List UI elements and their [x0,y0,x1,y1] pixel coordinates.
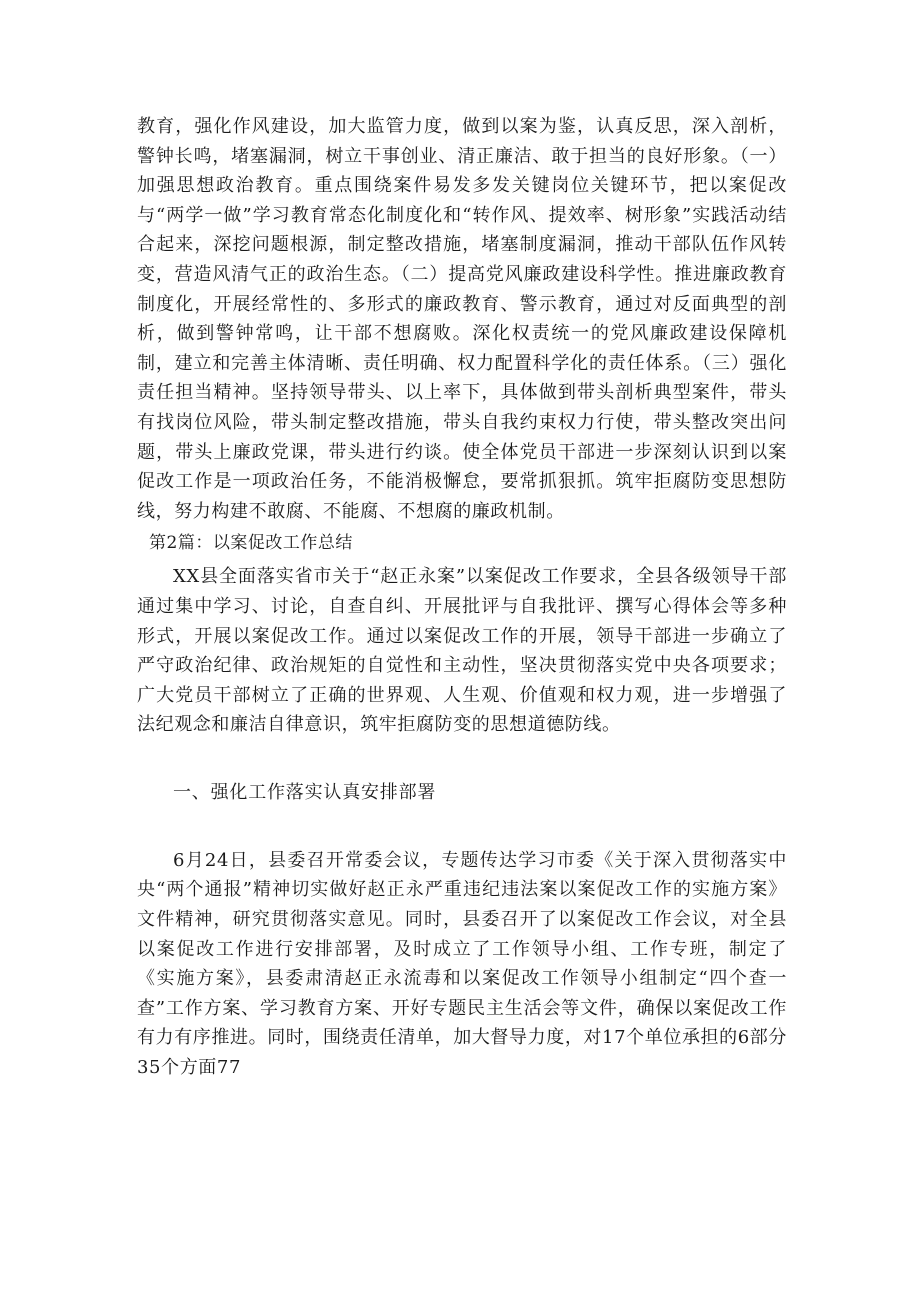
body-paragraph: 教育，强化作风建设，加大监管力度，做到以案为鉴，认真反思，深入剖析，警钟长鸣，堵塞漏洞，树立干事创业、清正廉洁、敢于担当的良好形象。（一）加强思想政治教育。重点围绕案件易发多发关键岗位关键环节，把以案促改与“两学一做”学习教育常态化制度化和“转作风、提效率、树形象”实践活动结合起来，深挖问题根源，制定整改措施，堵塞制度漏洞，推动干部队伍作风转变，营造风清气正的政治生态。（二）提高党风廉政建设科学性。推进廉政教育制度化，开展经常性的、多形式的廉政教育、警示教育，通过对反面典型的剖析，做到警钟常鸣，让干部不想腐败。深化权责统一的党风廉政建设保障机制，建立和完善主体清晰、责任明确、权力配置科学化的责任体系。（三）强化责任担当精神。坚持领导带头、以上率下，具体做到带头剖析典型案件，带头有找岗位风险，带头制定整改措施，带头自我约束权力行使，带头整改突出问题，带头上廉政党课，带头进行约谈。使全体党员干部进一步深刻认识到以案促改工作是一项政治任务，不能消极懈怠，要常抓狠抓。筑牢拒腐防变思想防线，努力构建不敢腐、不能腐、不想腐的廉政机制。 [137,116,787,522]
document-body [137,112,787,1083]
article-title: 第2篇：以案促改工作总结 [149,533,353,554]
section-heading: 一、强化工作落实认真安排部署 [173,781,437,803]
body-paragraph: XX县全面落实省市关于“赵正永案”以案促改工作要求，全县各级领导干部通过集中学习、讨论，自查自纠、开展批评与自我批评、撰写心得体会等多种形式，开展以案促改工作。通过以案促改工作的开展，领导干部进一步确立了严守政治纪律、政治规矩的自觉性和主动性，坚决贯彻落实党中央各项要求；广大党员干部树立了正确的世界观、人生观、价值观和权力观，进一步增强了法纪观念和廉洁自律意识，筑牢拒腐防变的思想道德防线。 [137,566,787,736]
body-paragraph: 6月24日，县委召开常委会议，专题传达学习市委《关于深入贯彻落实中央“两个通报”精神切实做好赵正永严重违纪违法案以案促改工作的实施方案》文件精神，研究贯彻落实意见。同时，县委召开了以案促改工作会议，对全县以案促改工作进行安排部署，及时成立了工作领导小组、工作专班，制定了《实施方案》，县委肃清赵正永流毒和以案促改工作领导小组制定“四个查一查”工作方案、学习教育方案、开好专题民主生活会等文件，确保以案促改工作有力有序推进。同时，围绕责任清单，加大督导力度，对17个单位承担的6部分35个方面77 [137,849,787,1079]
